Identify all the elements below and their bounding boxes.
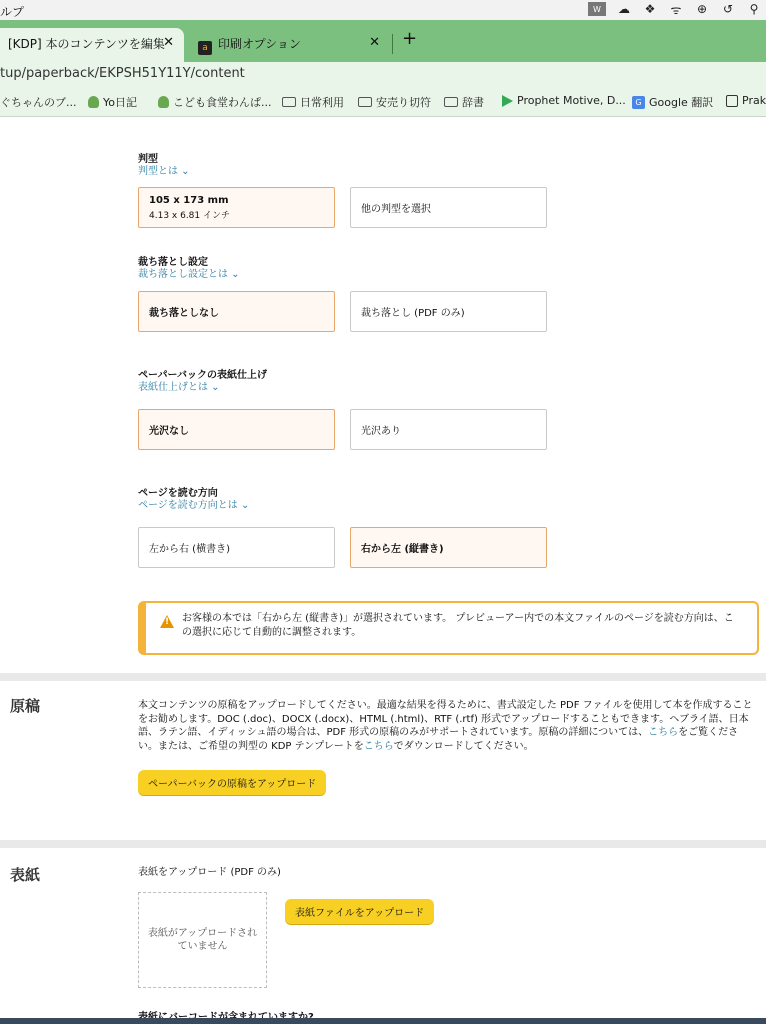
reading-direction-help-link[interactable]: ページを読む方向とは ⌄	[138, 500, 250, 511]
bookmark-item[interactable]: ぐちゃんのブ...	[0, 96, 77, 109]
bleed-help-link[interactable]: 裁ち落とし設定とは ⌄	[138, 269, 240, 280]
matte-option[interactable]: 光沢なし	[138, 409, 335, 450]
close-icon[interactable]: ✕	[369, 35, 380, 50]
address-bar[interactable]	[0, 62, 766, 86]
bookmark-folder[interactable]: 辞書	[444, 94, 484, 110]
trim-size-title: 判型	[138, 154, 158, 165]
bookmark-item[interactable]: Prophet Motive, D...	[502, 94, 626, 107]
manuscript-details-link[interactable]: こちら	[648, 727, 679, 738]
other-trim-size-option[interactable]: 他の判型を選択	[350, 187, 547, 228]
wp-icon[interactable]: W	[588, 2, 606, 16]
no-bleed-option[interactable]: 裁ち落としなし	[138, 291, 335, 332]
cover-preview-placeholder: 表紙がアップロードされていません	[138, 892, 267, 988]
upload-manuscript-button[interactable]: ペーパーバックの原稿をアップロード	[138, 770, 326, 795]
binoculars-icon[interactable]: ⚲	[749, 2, 759, 16]
tab-label: 印刷オプション	[218, 37, 301, 51]
warning-icon	[160, 615, 174, 628]
google-translate-icon: G	[632, 96, 645, 109]
trim-size-mm: 105 x 173 mm	[149, 194, 229, 206]
cover-upload-label: 表紙をアップロード (PDF のみ)	[138, 867, 281, 878]
right-to-left-option[interactable]: 右から左 (縦書き)	[350, 527, 547, 568]
folder-icon	[282, 97, 296, 107]
cover-section-title: 表紙	[10, 866, 41, 884]
os-menu-bar	[0, 0, 766, 21]
manuscript-description: 本文コンテンツの原稿をアップロードしてください。最適な結果を得るために、書式設定した PDF ファイルを使用して本を作成することをお勧めします。DOC (.doc)、DOCX (.docx)、HTML (.html)、RTF (.rtf) 形式でアップロードすることもできます。ヘブライ語、日本語、ラテン語、イディッシュ語の場合は、PDF 形式の原稿のみがサポートされています。原稿の詳細については、こちらをご覧ください。または、ご希望の判型の KDP テンプレートをこちらでダウンロードしてください。	[138, 700, 753, 752]
section-divider	[0, 673, 766, 681]
calendar-icon	[726, 95, 738, 107]
trim-size-help-link[interactable]: 判型とは ⌄	[138, 166, 190, 177]
folder-icon	[358, 97, 372, 107]
upload-cover-button[interactable]: 表紙ファイルをアップロード	[285, 899, 434, 924]
amazon-icon: a	[198, 41, 212, 55]
url-text: tup/paperback/EKPSH51Y11Y/content	[0, 66, 245, 81]
wifi-icon[interactable]: ᯤ	[670, 2, 682, 17]
bleed-pdf-option[interactable]: 裁ち落とし (PDF のみ)	[350, 291, 547, 332]
bookmark-folder[interactable]: 日常利用	[282, 94, 344, 110]
tab-print-options[interactable]	[190, 28, 390, 62]
section-divider	[0, 840, 766, 848]
bleed-title: 裁ち落とし設定	[138, 257, 208, 268]
bookmarks-bar	[0, 86, 766, 117]
folder-icon	[444, 97, 458, 107]
tab-divider	[392, 34, 393, 54]
frog-icon	[88, 96, 99, 108]
reading-direction-title: ページを読む方向	[138, 488, 218, 499]
accessibility-icon[interactable]: ⊕	[696, 2, 708, 16]
status-tray	[588, 2, 762, 16]
tab-edit-content[interactable]	[0, 28, 184, 62]
bookmark-item[interactable]: G Google 翻訳	[632, 94, 713, 110]
glossy-option[interactable]: 光沢あり	[350, 409, 547, 450]
bookmark-item[interactable]: Prak	[726, 94, 766, 107]
cover-finish-help-link[interactable]: 表紙仕上げとは ⌄	[138, 382, 220, 393]
dropbox-icon[interactable]: ❖	[644, 2, 656, 16]
creative-cloud-icon[interactable]: ☁	[618, 2, 630, 16]
reading-direction-alert	[138, 601, 759, 655]
trim-size-selected-option[interactable]	[138, 187, 335, 228]
alert-text: お客様の本では「右から左 (縦書き)」が選択されています。 プレビューアー内での本文ファイルのページを読む方向は、この選択に応じて自動的に調整されます。	[182, 613, 734, 638]
manuscript-section-title: 原稿	[10, 697, 41, 715]
dock-edge	[0, 1018, 766, 1024]
bookmark-item[interactable]: Yo日記	[88, 94, 137, 110]
play-store-icon	[502, 95, 513, 107]
close-icon[interactable]: ✕	[163, 35, 174, 50]
left-to-right-option[interactable]: 左から右 (横書き)	[138, 527, 335, 568]
cover-finish-title: ペーパーバックの表紙仕上げ	[138, 370, 267, 381]
frog-icon	[158, 96, 169, 108]
new-tab-button[interactable]: +	[402, 28, 418, 49]
trim-size-inch: 4.13 x 6.81 インチ	[149, 210, 230, 221]
menu-help[interactable]: ルプ	[0, 5, 25, 19]
kdp-template-link[interactable]: こちら	[363, 740, 394, 752]
bookmark-item[interactable]: こども食堂わんぱ...	[158, 94, 272, 110]
time-machine-icon[interactable]: ↺	[722, 2, 734, 16]
tab-label: [KDP] 本のコンテンツを編集	[8, 37, 165, 51]
browser-tab-bar	[0, 20, 766, 62]
bookmark-folder[interactable]: 安売り切符	[358, 94, 431, 110]
